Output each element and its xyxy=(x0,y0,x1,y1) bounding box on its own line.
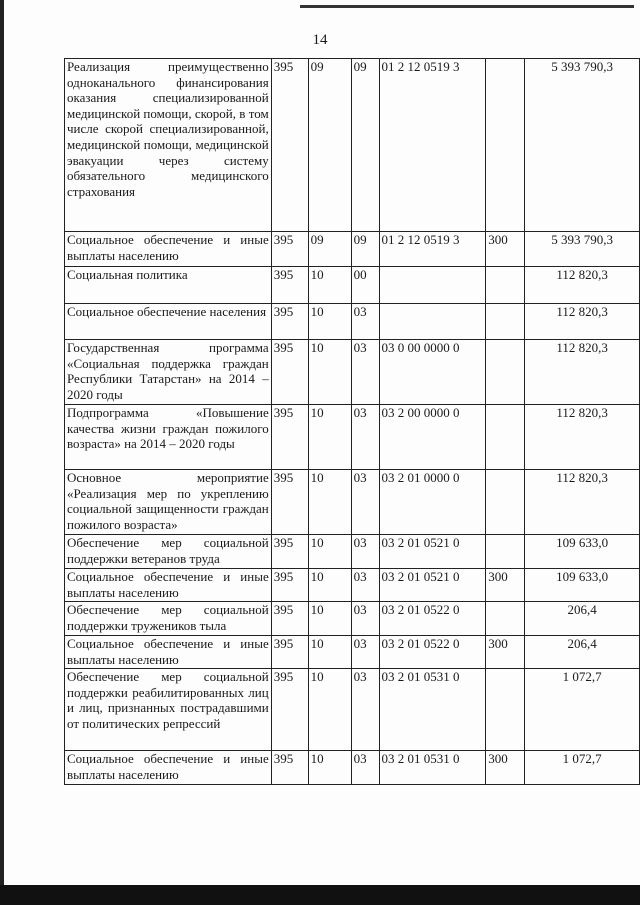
cell-ministry: 395 xyxy=(271,267,308,304)
cell-subsection: 03 xyxy=(351,405,379,470)
cell-name: Подпрограмма «Повышение качества жизни граждан пожилого возраста» на 2014 – 2020 годы xyxy=(65,405,272,470)
cell-section: 10 xyxy=(308,267,351,304)
cell-subsection: 03 xyxy=(351,470,379,535)
cell-name: Реализация преимущественно одноканального финансирования оказания специализированной медицинской помощи, скорой, в том числе скорой специализированной, медицинской помощи, медицинской эвакуации через систему обязательного медицинского страхования xyxy=(65,59,272,232)
cell-section: 09 xyxy=(308,59,351,232)
cell-ministry: 395 xyxy=(271,304,308,340)
cell-section: 10 xyxy=(308,470,351,535)
cell-amount: 109 633,0 xyxy=(525,535,640,569)
cell-ministry: 395 xyxy=(271,59,308,232)
cell-subsection: 09 xyxy=(351,59,379,232)
cell-section: 10 xyxy=(308,669,351,751)
table-row xyxy=(65,340,640,405)
cell-type xyxy=(486,59,525,232)
scan-left-edge xyxy=(0,0,4,905)
cell-target: 01 2 12 0519 3 xyxy=(379,59,486,232)
table-body xyxy=(65,59,640,785)
cell-section: 10 xyxy=(308,340,351,405)
cell-target: 03 2 00 0000 0 xyxy=(379,405,486,470)
cell-ministry: 395 xyxy=(271,470,308,535)
cell-target xyxy=(379,304,486,340)
cell-section: 10 xyxy=(308,405,351,470)
cell-name: Социальное обеспечение и иные выплаты населению xyxy=(65,636,272,669)
cell-subsection: 03 xyxy=(351,569,379,602)
cell-name: Социальная политика xyxy=(65,267,272,304)
cell-amount: 109 633,0 xyxy=(525,569,640,602)
table-row xyxy=(65,535,640,569)
cell-target xyxy=(379,267,486,304)
cell-subsection: 03 xyxy=(351,340,379,405)
cell-amount: 112 820,3 xyxy=(525,470,640,535)
header-rule xyxy=(300,5,634,8)
cell-ministry: 395 xyxy=(271,232,308,267)
cell-subsection: 03 xyxy=(351,304,379,340)
cell-target: 03 2 01 0531 0 xyxy=(379,751,486,785)
cell-subsection: 03 xyxy=(351,636,379,669)
cell-subsection: 03 xyxy=(351,535,379,569)
cell-type xyxy=(486,405,525,470)
cell-target: 03 2 01 0000 0 xyxy=(379,470,486,535)
cell-name: Государственная программа «Социальная поддержка граждан Республики Татарстан» на 2014 – 2020 годы xyxy=(65,340,272,405)
cell-subsection: 09 xyxy=(351,232,379,267)
cell-target: 03 0 00 0000 0 xyxy=(379,340,486,405)
table-row xyxy=(65,232,640,267)
cell-amount: 1 072,7 xyxy=(525,669,640,751)
cell-amount: 5 393 790,3 xyxy=(525,59,640,232)
cell-ministry: 395 xyxy=(271,669,308,751)
cell-name: Социальное обеспечение и иные выплаты населению xyxy=(65,232,272,267)
cell-target: 03 2 01 0522 0 xyxy=(379,636,486,669)
cell-ministry: 395 xyxy=(271,636,308,669)
cell-ministry: 395 xyxy=(271,602,308,636)
cell-type: 300 xyxy=(486,569,525,602)
table-row xyxy=(65,267,640,304)
cell-amount: 112 820,3 xyxy=(525,267,640,304)
cell-section: 10 xyxy=(308,636,351,669)
cell-ministry: 395 xyxy=(271,535,308,569)
cell-name: Социальное обеспечение населения xyxy=(65,304,272,340)
cell-type: 300 xyxy=(486,751,525,785)
cell-name: Обеспечение мер социальной поддержки реабилитированных лиц и лиц, признанных пострадавшими от политических репрессий xyxy=(65,669,272,751)
cell-section: 10 xyxy=(308,569,351,602)
cell-subsection: 00 xyxy=(351,267,379,304)
cell-subsection: 03 xyxy=(351,602,379,636)
cell-subsection: 03 xyxy=(351,669,379,751)
cell-target: 03 2 01 0521 0 xyxy=(379,569,486,602)
cell-amount: 1 072,7 xyxy=(525,751,640,785)
page-number: 14 xyxy=(312,32,328,48)
cell-name: Социальное обеспечение и иные выплаты населению xyxy=(65,569,272,602)
cell-section: 10 xyxy=(308,304,351,340)
cell-name: Обеспечение мер социальной поддержки тружеников тыла xyxy=(65,602,272,636)
cell-amount: 112 820,3 xyxy=(525,340,640,405)
cell-type xyxy=(486,304,525,340)
cell-type xyxy=(486,669,525,751)
cell-section: 10 xyxy=(308,751,351,785)
cell-ministry: 395 xyxy=(271,751,308,785)
table-row xyxy=(65,59,640,232)
cell-ministry: 395 xyxy=(271,340,308,405)
cell-section: 10 xyxy=(308,535,351,569)
cell-target: 01 2 12 0519 3 xyxy=(379,232,486,267)
table-row xyxy=(65,669,640,751)
table-row xyxy=(65,569,640,602)
cell-type xyxy=(486,535,525,569)
cell-subsection: 03 xyxy=(351,751,379,785)
cell-ministry: 395 xyxy=(271,405,308,470)
cell-section: 09 xyxy=(308,232,351,267)
cell-amount: 112 820,3 xyxy=(525,304,640,340)
cell-type xyxy=(486,340,525,405)
cell-amount: 5 393 790,3 xyxy=(525,232,640,267)
cell-amount: 112 820,3 xyxy=(525,405,640,470)
cell-target: 03 2 01 0522 0 xyxy=(379,602,486,636)
cell-target: 03 2 01 0521 0 xyxy=(379,535,486,569)
cell-amount: 206,4 xyxy=(525,636,640,669)
table-row xyxy=(65,751,640,785)
cell-name: Обеспечение мер социальной поддержки ветеранов труда xyxy=(65,535,272,569)
table-row xyxy=(65,304,640,340)
table-row xyxy=(65,636,640,669)
cell-name: Социальное обеспечение и иные выплаты населению xyxy=(65,751,272,785)
cell-amount: 206,4 xyxy=(525,602,640,636)
cell-type xyxy=(486,470,525,535)
cell-type: 300 xyxy=(486,232,525,267)
table-row xyxy=(65,602,640,636)
cell-section: 10 xyxy=(308,602,351,636)
cell-ministry: 395 xyxy=(271,569,308,602)
table-row xyxy=(65,470,640,535)
cell-type xyxy=(486,602,525,636)
cell-target: 03 2 01 0531 0 xyxy=(379,669,486,751)
cell-name: Основное мероприятие «Реализация мер по укреплению социальной защищенности граждан пожилого возраста» xyxy=(65,470,272,535)
table-row xyxy=(65,405,640,470)
scan-bottom-edge xyxy=(0,885,640,905)
budget-table xyxy=(64,58,640,785)
cell-type: 300 xyxy=(486,636,525,669)
cell-type xyxy=(486,267,525,304)
